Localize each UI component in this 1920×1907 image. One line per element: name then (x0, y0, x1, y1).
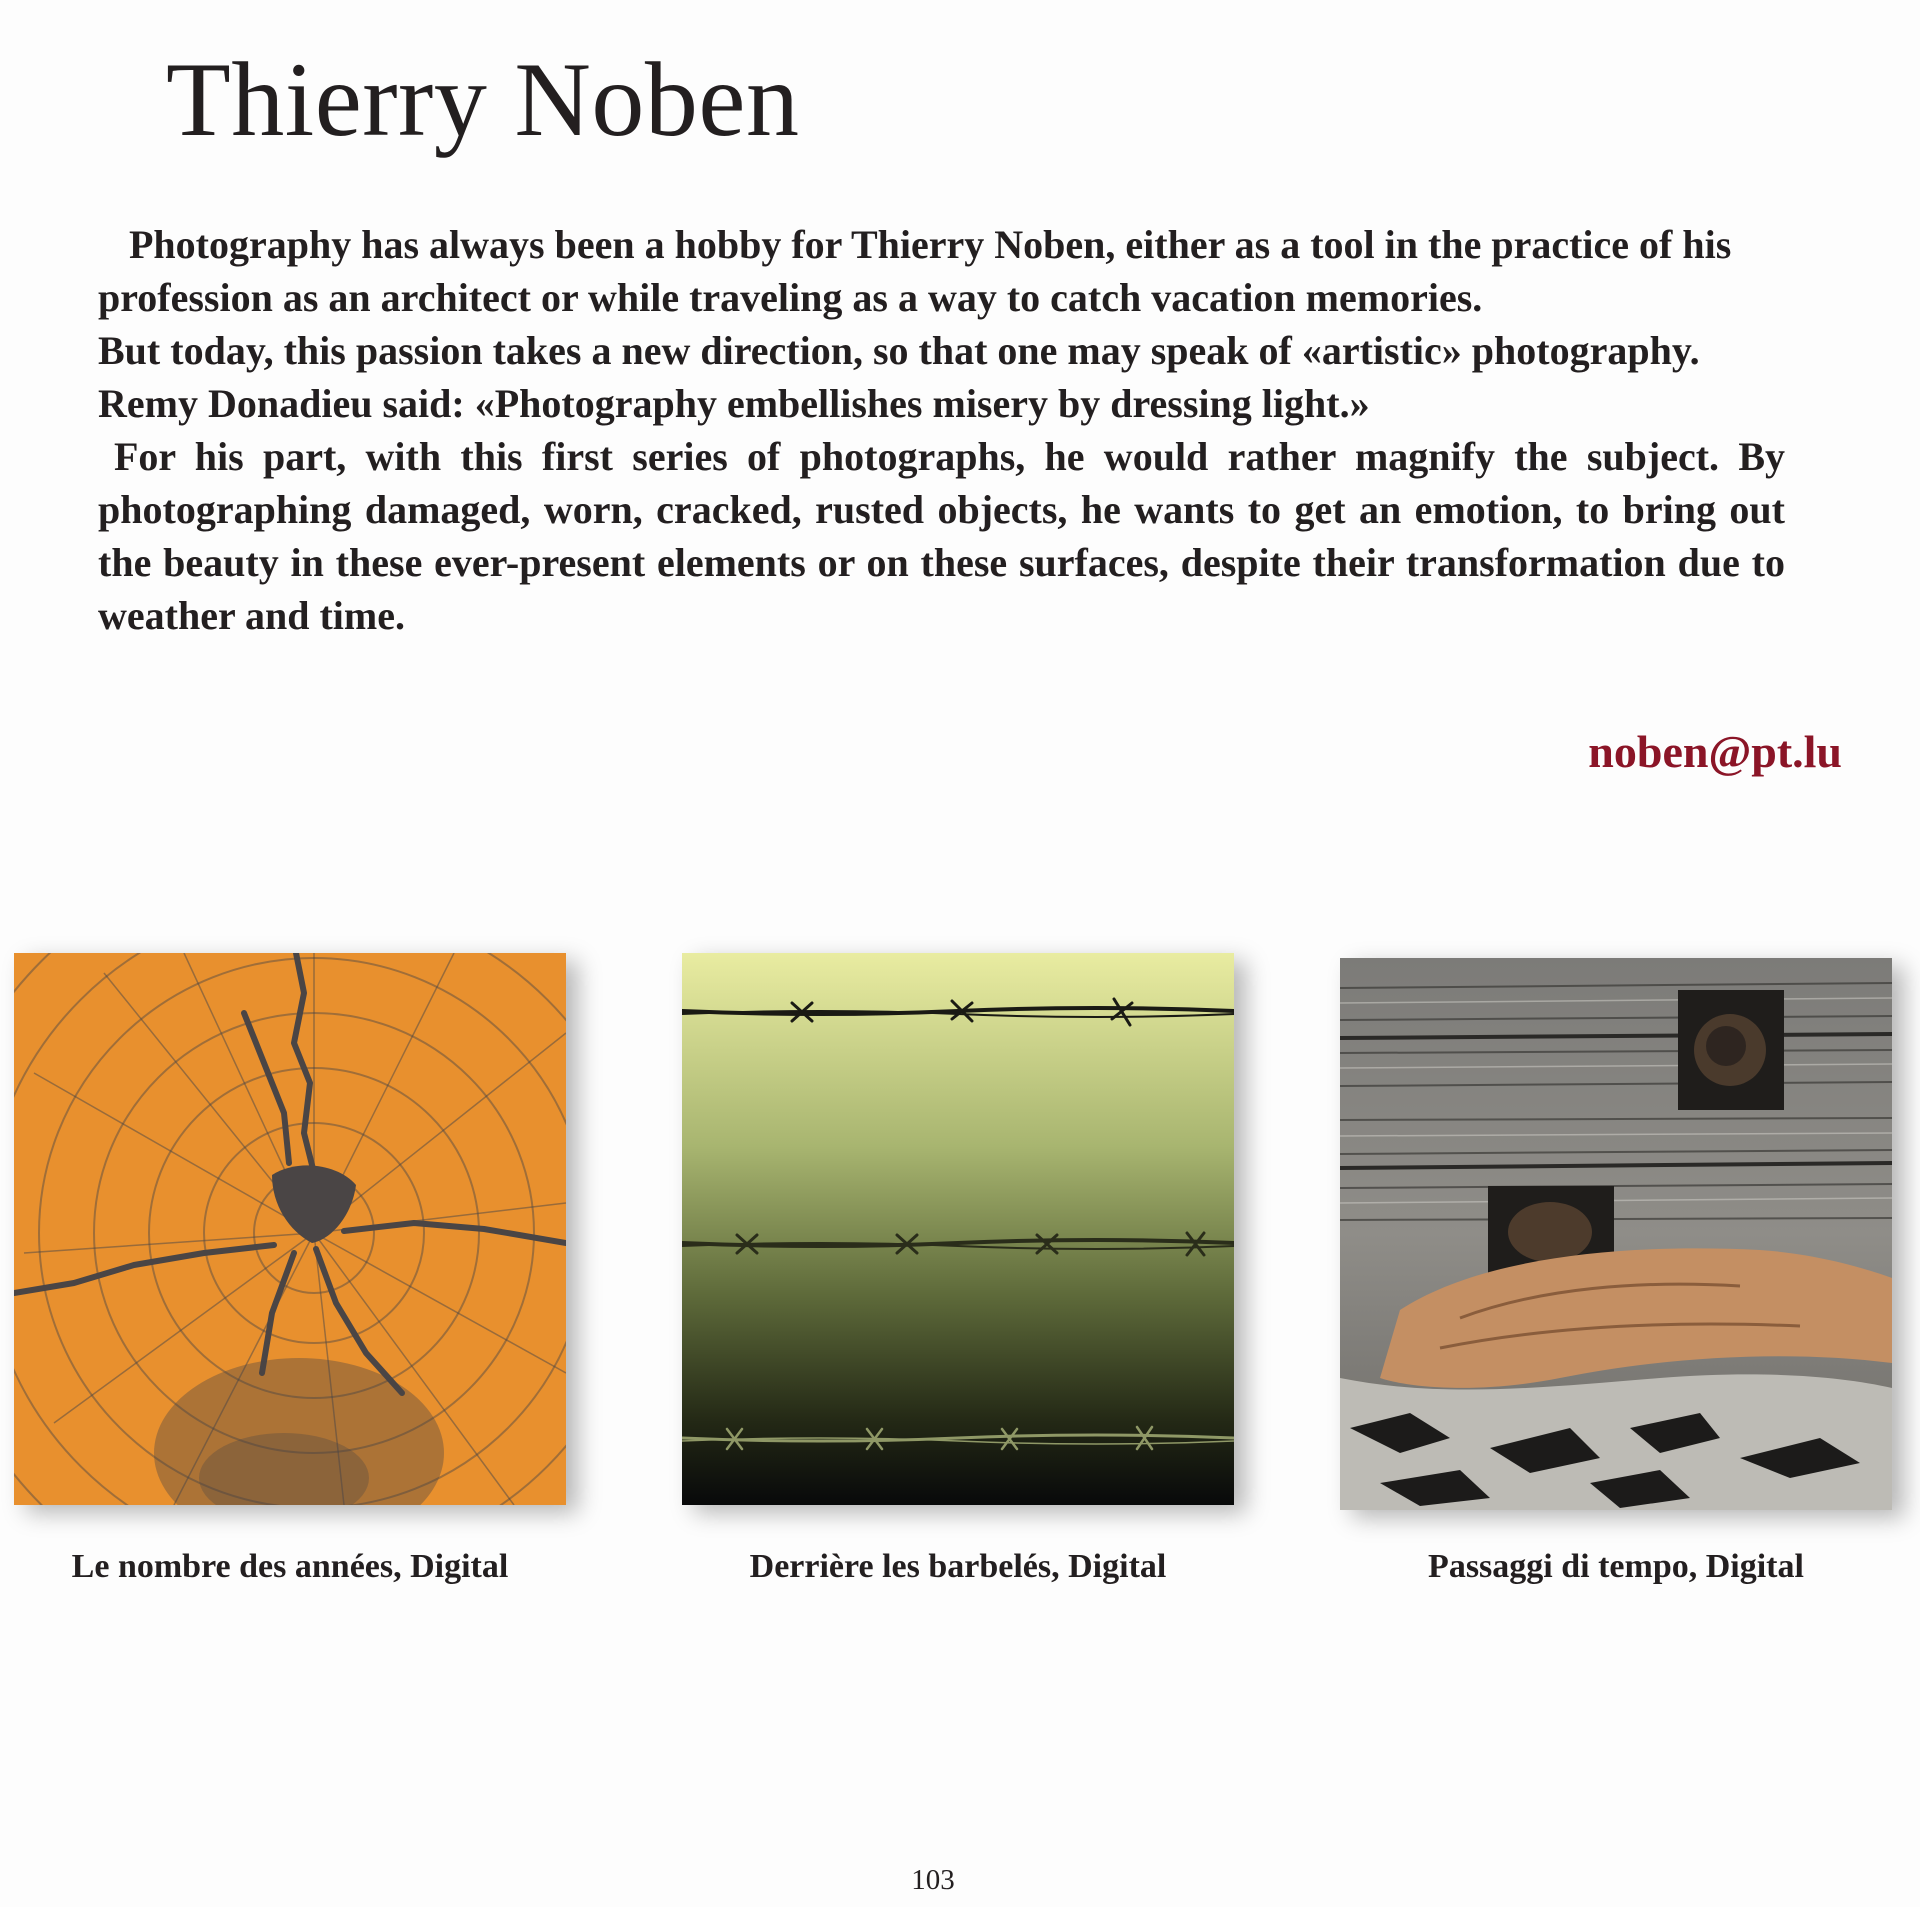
page-number: 103 (911, 1864, 955, 1896)
photo-caption: Passaggi di tempo, Digital (1428, 1548, 1804, 1585)
photo-caption: Derrière les barbelés, Digital (749, 1548, 1167, 1585)
photo-barbed-wire (682, 953, 1234, 1505)
photo-tree-stump (14, 953, 566, 1505)
contact-email: noben@pt.lu (1588, 726, 1842, 777)
photo-caption: Le nombre des années, Digital (71, 1548, 509, 1585)
bio-paragraph: For his part, with this first series of photographs, he would rather magnify the subject. By photographing damaged, worn, cracked, rusted objects, he wants to get an emotion, to bring out the beauty in these ever-present elements or on these surfaces, despite their transformation due to weather and time. (98, 434, 1785, 638)
photo-weathered-wood (1340, 958, 1892, 1510)
bio-paragraph: Photography has always been a hobby for Thierry Noben, either as a tool in the practice of his profession as an architect or while traveling as a way to catch vacation memories. (98, 222, 1732, 320)
bio-paragraph: Remy Donadieu said: «Photography embellishes misery by dressing light.» (98, 381, 1370, 426)
biography-text (98, 218, 1785, 642)
bio-paragraph: But today, this passion takes a new direction, so that one may speak of «artistic» photography. (98, 328, 1700, 373)
page-title: Thierry Noben (166, 41, 800, 158)
